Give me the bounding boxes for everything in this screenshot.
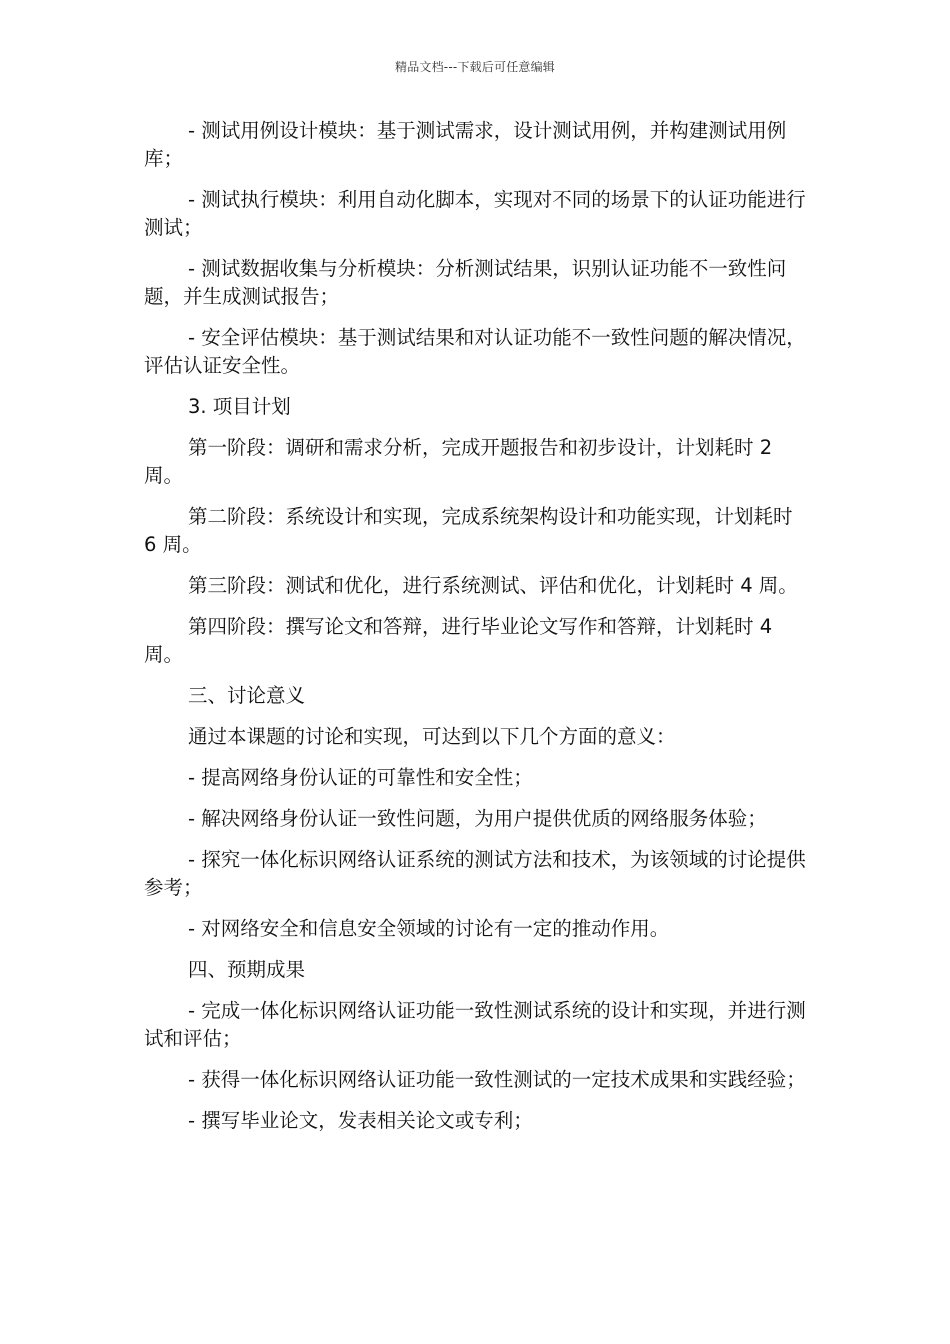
list-item-significance-3: - 探究一体化标识网络认证系统的测试方法和技术，为该领域的讨论提供参考； <box>144 848 806 899</box>
list-item-significance-4: - 对网络安全和信息安全领域的讨论有一定的推动作用。 <box>188 917 670 940</box>
paragraph-module-test-case-design: - 测试用例设计模块：基于测试需求，设计测试用例，并构建测试用例库； <box>144 119 787 170</box>
list-item-significance-1: - 提高网络身份认证的可靠性和安全性； <box>188 766 533 789</box>
list-item-result-2: - 获得一体化标识网络认证功能一致性测试的一定技术成果和实践经验； <box>188 1068 806 1091</box>
section-heading-project-plan: 3. 项目计划 <box>188 395 291 418</box>
paragraph-phase-four: 第四阶段：撰写论文和答辩，进行毕业论文写作和答辩，计划耗时 4 周。 <box>144 615 773 666</box>
page-header: 精品文档---下载后可任意编辑 <box>395 60 555 74</box>
paragraph-module-test-execution: - 测试执行模块：利用自动化脚本，实现对不同的场景下的认证功能进行测试； <box>144 188 806 239</box>
paragraph-phase-two: 第二阶段：系统设计和实现，完成系统架构设计和功能实现，计划耗时 6 周。 <box>144 505 793 556</box>
paragraph-module-security-evaluation: - 安全评估模块：基于测试结果和对认证功能不一致性问题的解决情况，评估认证安全性。 <box>144 326 806 377</box>
document-body <box>144 117 808 1148</box>
list-item-result-1: - 完成一体化标识网络认证功能一致性测试系统的设计和实现，并进行测试和评估； <box>144 999 806 1050</box>
section-heading-significance: 三、讨论意义 <box>188 684 306 707</box>
paragraph-phase-one: 第一阶段：调研和需求分析，完成开题报告和初步设计，计划耗时 2 周。 <box>144 436 773 487</box>
list-item-result-3: - 撰写毕业论文，发表相关论文或专利； <box>188 1109 533 1132</box>
section-heading-expected-results: 四、预期成果 <box>188 958 306 981</box>
paragraph-phase-three: 第三阶段：测试和优化，进行系统测试、评估和优化，计划耗时 4 周。 <box>188 574 798 597</box>
paragraph-module-data-analysis: - 测试数据收集与分析模块：分析测试结果，识别认证功能不一致性问题，并生成测试报告； <box>144 257 787 308</box>
list-item-significance-2: - 解决网络身份认证一致性问题，为用户提供优质的网络服务体验； <box>188 807 767 830</box>
paragraph-significance-intro: 通过本课题的讨论和实现，可达到以下几个方面的意义： <box>188 725 676 748</box>
